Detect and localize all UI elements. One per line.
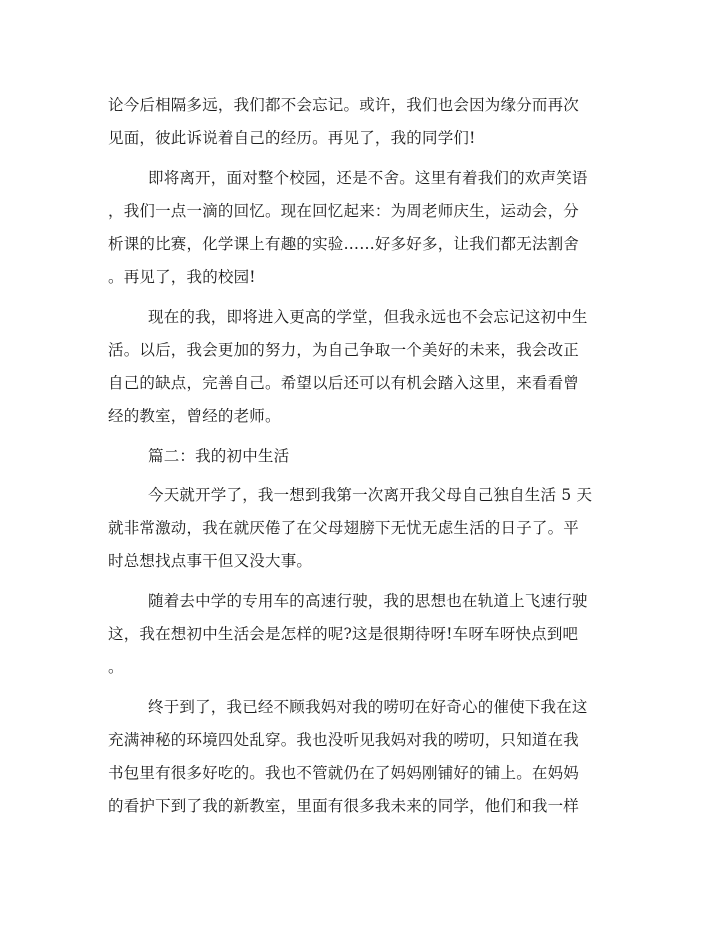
text-line: 时总想找点事干但又没大事。	[108, 552, 313, 570]
text-line: 的看护下到了我的新教室，里面有很多我未来的同学，他们和我一样	[108, 797, 580, 815]
section-heading: 篇二：我的初中生活	[148, 447, 290, 465]
text-line: 终于到了，我已经不顾我妈对我的唠叨在好奇心的催使下我在这	[148, 698, 588, 716]
text-line: 经的教室，曾经的老师。	[108, 407, 281, 425]
text-line: 自己的缺点，完善自己。希望以后还可以有机会踏入这里，来看看曾	[108, 374, 580, 392]
text-line: 见面，彼此诉说着自己的经历。再见了，我的同学们!	[108, 129, 476, 147]
text-line: 这，我在想初中生活会是怎样的呢?这是很期待呀!车呀车呀快点到吧	[108, 625, 579, 643]
text-line: 析课的比赛，化学课上有趣的实验……好多好多，让我们都无法割舍	[108, 235, 580, 253]
text-line: ，我们一点一滴的回忆。现在回忆起来：为周老师庆生，运动会，分	[108, 202, 580, 220]
text-line: 今天就开学了，我一想到我第一次离开我父母自己独自生活 5 天	[148, 486, 593, 504]
text-line: 。再见了，我的校园!	[108, 268, 256, 286]
text-line: 充满神秘的环境四处乱穿。我也没听见我妈对我的唠叨，只知道在我	[108, 731, 580, 749]
text-line: 随着去中学的专用车的高速行驶，我的思想也在轨道上飞速行驶	[148, 592, 588, 610]
text-line: 就非常激动，我在就厌倦了在父母翅膀下无忧无虑生活的日子了。平	[108, 519, 580, 537]
text-line: 活。以后，我会更加的努力，为自己争取一个美好的未来，我会改正	[108, 341, 580, 359]
text-line: 。	[108, 658, 124, 676]
text-line: 论今后相隔多远，我们都不会忘记。或许，我们也会因为缘分而再次	[108, 96, 580, 114]
text-line: 现在的我，即将进入更高的学堂，但我永远也不会忘记这初中生	[148, 308, 588, 326]
text-line: 即将离开，面对整个校园，还是不舍。这里有着我们的欢声笑语	[148, 169, 588, 187]
text-line: 书包里有很多好吃的。我也不管就仍在了妈妈刚铺好的铺上。在妈妈	[108, 764, 580, 782]
